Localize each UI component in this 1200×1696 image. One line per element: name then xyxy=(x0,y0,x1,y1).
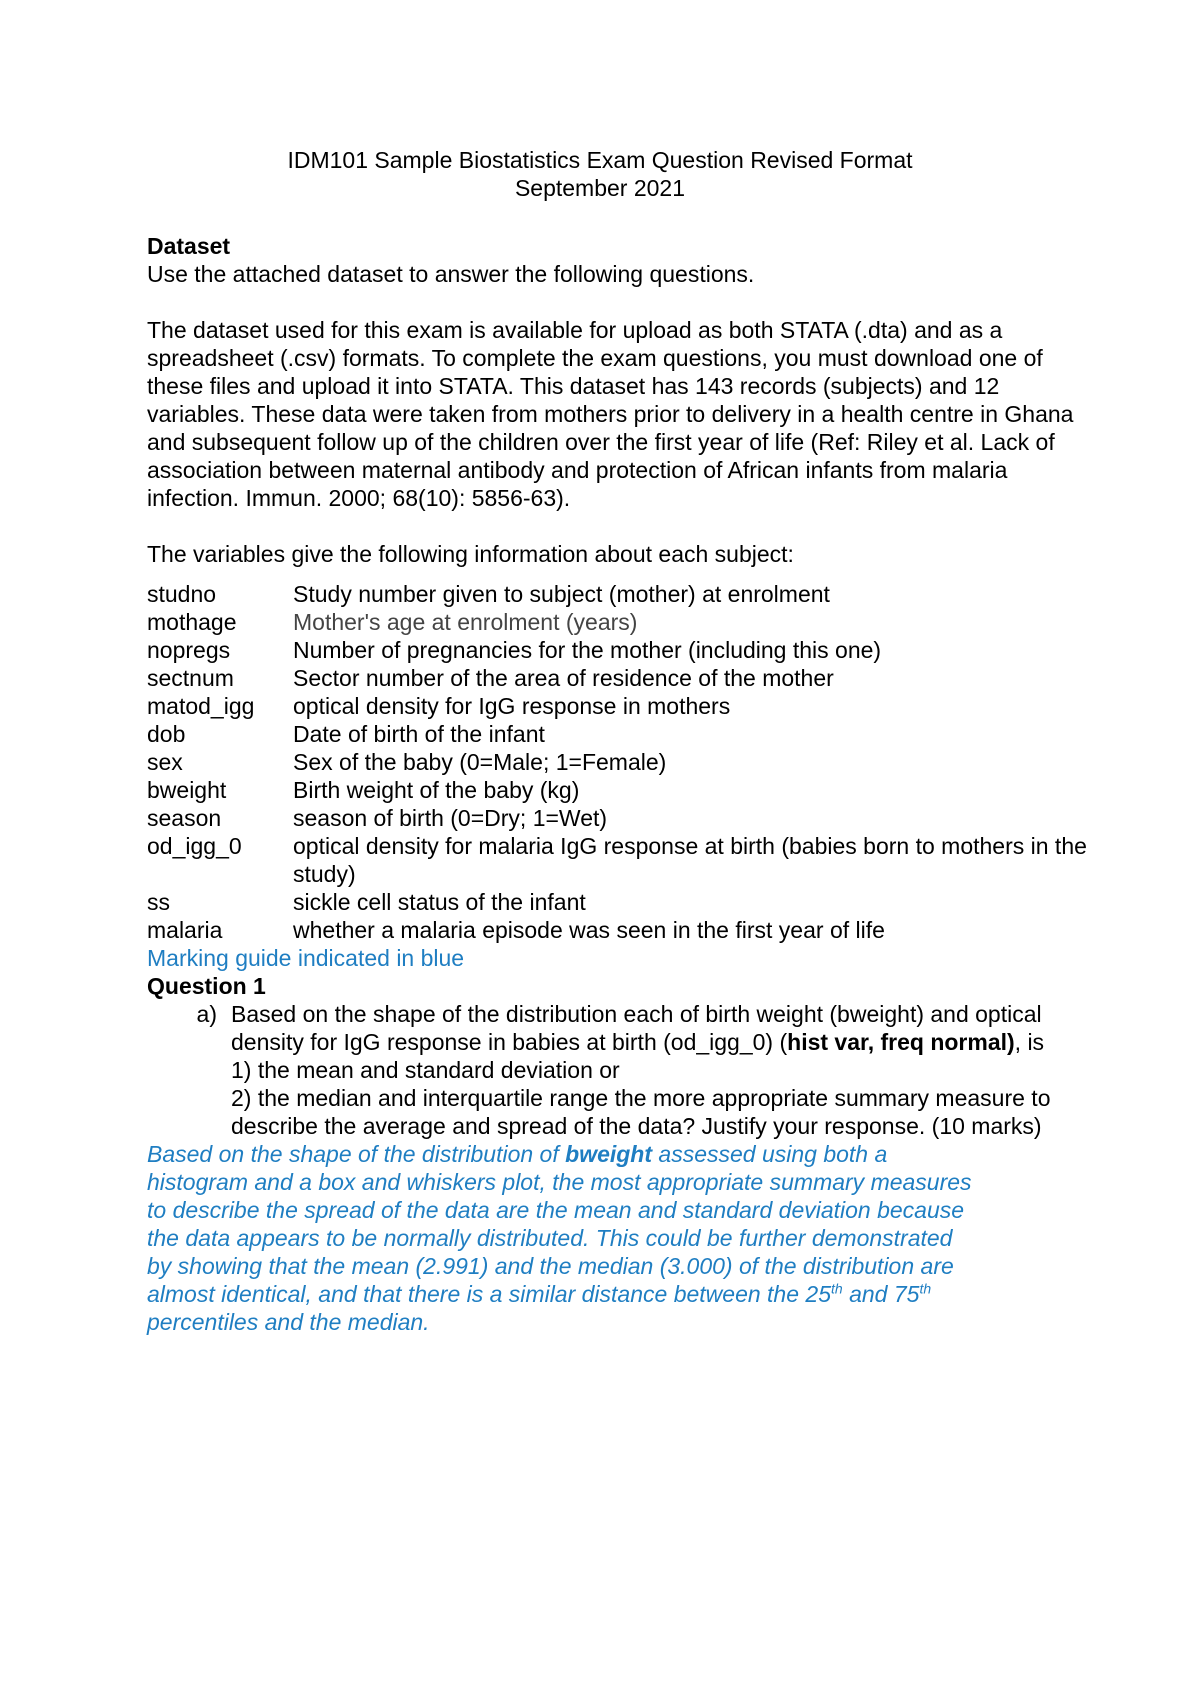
variable-description: Birth weight of the baby (kg) xyxy=(293,777,580,803)
variable-name: studno xyxy=(147,581,217,607)
answer-superscript: th xyxy=(831,1280,843,1297)
variable-name: season xyxy=(147,805,222,831)
variable-description: Sex of the baby (0=Male; 1=Female) xyxy=(293,749,667,775)
answer-text-part: assessed using both a histogram and a box and whiskers plot, the most appropriate summary measures to describe the spread of the data are the mean and standard deviation because the data appears to be normally distributed. This could be further demonstrated by showing that the mean (2.991) and the median (3.000) of the distribution are almost identical, and that there is a similar distance between the 25 xyxy=(147,1141,972,1307)
variables-intro: The variables give the following information about each subject: xyxy=(147,541,794,567)
variable-description: optical density for IgG response in mothers xyxy=(293,693,731,719)
dataset-heading: Dataset xyxy=(147,233,231,259)
variable-row xyxy=(147,636,1087,664)
variable-row xyxy=(147,832,1087,888)
variable-description: Date of birth of the infant xyxy=(293,721,545,747)
dataset-description: The dataset used for this exam is available for upload as both STATA (.dta) and as a spreadsheet (.csv) formats. To complete the exam questions, you must download one of these files and upload it into STATA. This dataset has 143 records (subjects) and 12 variables. These data were taken from mothers prior to delivery in a health centre in Ghana and subsequent follow up of the children over the first year of life (Ref: Riley et al. Lack of association between maternal antibody and protection of African infants from malaria infection. Immun. 2000; 68(10): 5856-63). xyxy=(147,317,1074,511)
variable-description: season of birth (0=Dry; 1=Wet) xyxy=(293,805,608,831)
variable-row xyxy=(147,608,1087,636)
question-option: 1) the mean and standard deviation or xyxy=(231,1057,620,1083)
question-option: 2) the median and interquartile range the more appropriate summary measure to describe the average and spread of the data? Justify your response. (10 marks) xyxy=(231,1085,1051,1139)
answer-text-part: and 75 xyxy=(842,1281,920,1307)
model-answer xyxy=(147,1140,977,1336)
variable-name: bweight xyxy=(147,777,227,803)
answer-superscript: th xyxy=(919,1280,932,1297)
document-date: September 2021 xyxy=(514,175,686,201)
document-header xyxy=(0,146,1200,202)
question-command: hist var, freq normal) xyxy=(787,1029,1015,1055)
variable-row xyxy=(147,916,1087,944)
answer-text-part: percentiles and the median. xyxy=(147,1309,430,1335)
variable-description: Study number given to subject (mother) at enrolment xyxy=(293,581,830,607)
variable-name: od_igg_0 xyxy=(147,833,242,859)
variable-row xyxy=(147,748,1087,776)
question-text-part: , is xyxy=(1014,1029,1045,1055)
question-heading: Question 1 xyxy=(147,973,266,999)
variable-name: matod_igg xyxy=(147,693,255,719)
marking-guide-note: Marking guide indicated in blue xyxy=(147,945,465,971)
variable-name: dob xyxy=(147,721,186,747)
question-item xyxy=(147,1000,1087,1140)
question-letter: a) xyxy=(196,1001,217,1027)
question-body xyxy=(231,1000,1087,1140)
variable-row xyxy=(147,720,1087,748)
variable-row xyxy=(147,580,1087,608)
variable-description: Number of pregnancies for the mother (including this one) xyxy=(293,637,882,663)
variable-name: sectnum xyxy=(147,665,234,691)
question-text-part: Based on the shape of the distribution each of birth weight (bweight) and optical density for IgG response in babies at birth (od_igg_0) ( xyxy=(231,1001,1042,1055)
answer-text-part: Based on the shape of the distribution of xyxy=(147,1141,566,1167)
variable-description: sickle cell status of the infant xyxy=(293,889,586,915)
variable-row xyxy=(147,888,1087,916)
variable-row xyxy=(147,804,1087,832)
document-title: IDM101 Sample Biostatistics Exam Question Revised Format xyxy=(287,147,913,173)
variable-description: optical density for malaria IgG response at birth (babies born to mothers in the study) xyxy=(293,833,1087,887)
variable-name: malaria xyxy=(147,917,223,943)
variable-description: Sector number of the area of residence of the mother xyxy=(293,665,834,691)
variable-list xyxy=(147,580,1087,944)
variable-name: sex xyxy=(147,749,183,775)
dataset-intro: Use the attached dataset to answer the following questions. xyxy=(147,261,755,287)
variable-name: nopregs xyxy=(147,637,231,663)
answer-variable: bweight xyxy=(565,1141,653,1167)
variable-name: mothage xyxy=(147,609,237,635)
variable-row xyxy=(147,776,1087,804)
variable-row xyxy=(147,664,1087,692)
question-text xyxy=(231,1000,1087,1056)
document-body xyxy=(147,232,1087,1336)
variable-row xyxy=(147,692,1087,720)
variable-description: Mother's age at enrolment (years) xyxy=(293,609,638,635)
variable-name: ss xyxy=(147,889,170,915)
variable-description: whether a malaria episode was seen in the first year of life xyxy=(293,917,885,943)
